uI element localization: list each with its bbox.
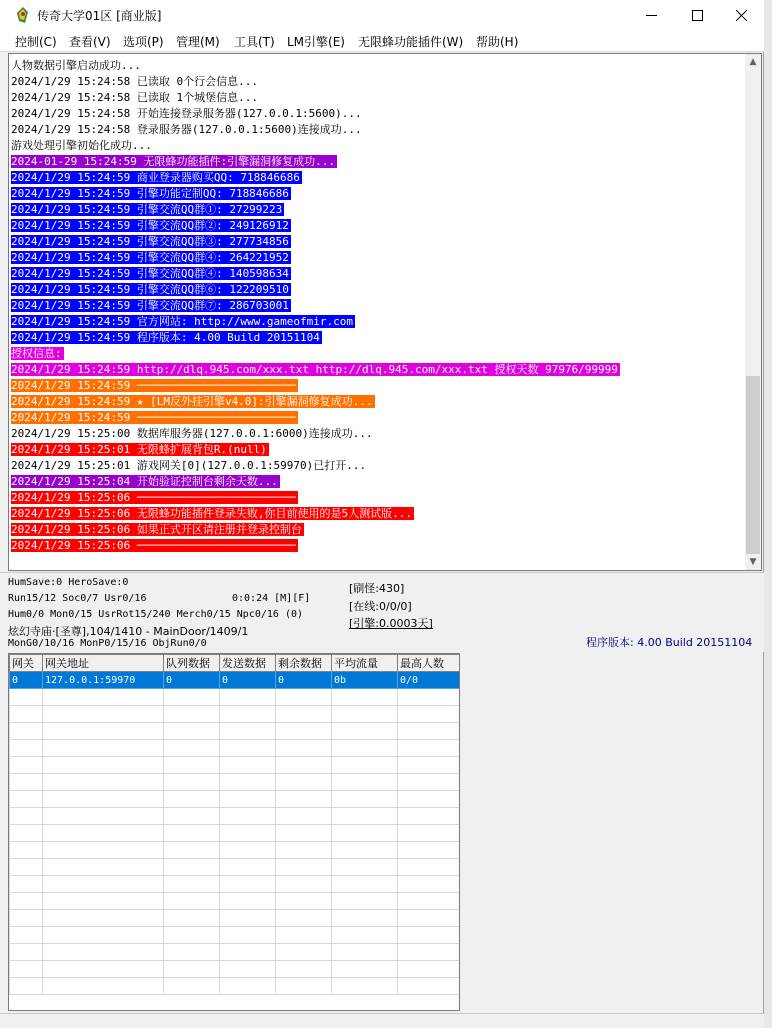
log-line — [11, 138, 747, 154]
table-cell — [276, 859, 332, 876]
scroll-thumb[interactable] — [746, 376, 760, 554]
gateway-grid[interactable] — [8, 653, 460, 1011]
log-line-text: 2024/1/29 15:25:01 游戏网关[0](127.0.0.1:59970)已打开... — [11, 459, 367, 472]
log-line — [11, 458, 747, 474]
table-cell: 0 — [164, 672, 220, 689]
table-cell — [164, 689, 220, 706]
log-line — [11, 298, 747, 314]
table-cell — [398, 757, 460, 774]
log-panel[interactable] — [8, 53, 762, 571]
status-run: Run15/12 Soc0/7 Usr0/16 — [8, 593, 147, 604]
log-line — [11, 522, 747, 538]
table-cell — [10, 723, 43, 740]
table-row[interactable] — [10, 740, 460, 757]
gateway-table — [9, 654, 460, 995]
log-line — [11, 490, 747, 506]
table-cell — [220, 978, 276, 995]
table-row[interactable] — [10, 859, 460, 876]
table-cell — [220, 723, 276, 740]
table-cell — [164, 876, 220, 893]
log-line-text: 2024/1/29 15:24:59 引擎功能定制QQ: 718846686 — [11, 187, 289, 200]
table-cell — [43, 723, 164, 740]
table-cell — [332, 927, 398, 944]
table-cell — [220, 774, 276, 791]
log-line-text: 2024/1/29 15:24:59 商业登录器购买QQ: 718846686 — [11, 171, 300, 184]
table-cell — [164, 842, 220, 859]
table-cell — [398, 740, 460, 757]
table-cell — [220, 740, 276, 757]
table-body — [10, 672, 460, 995]
status-hum: Hum0/0 Mon0/15 UsrRot15/240 Merch0/15 Npc0/16 (0) — [8, 609, 304, 620]
table-cell — [43, 706, 164, 723]
menu-help[interactable]: 帮助(H) — [476, 35, 519, 49]
log-line — [11, 154, 747, 170]
scroll-up-icon[interactable]: ▲ — [749, 57, 757, 67]
log-line-text: 2024/1/29 15:24:59 ──────────────────────── — [11, 411, 296, 424]
table-cell — [276, 740, 332, 757]
table-cell — [332, 910, 398, 927]
log-line — [11, 58, 747, 74]
log-line — [11, 202, 747, 218]
log-line — [11, 170, 747, 186]
log-line — [11, 474, 747, 490]
table-cell — [10, 825, 43, 842]
table-row[interactable] — [10, 842, 460, 859]
table-cell — [43, 757, 164, 774]
table-cell — [10, 978, 43, 995]
table-cell — [164, 944, 220, 961]
log-line — [11, 250, 747, 266]
background-window-edge — [764, 0, 772, 1028]
table-cell — [220, 808, 276, 825]
table-cell — [43, 774, 164, 791]
table-cell: 0b — [332, 672, 398, 689]
scroll-down-icon[interactable]: ▼ — [749, 557, 757, 567]
table-cell — [398, 808, 460, 825]
table-row[interactable] — [10, 978, 460, 995]
table-cell — [220, 689, 276, 706]
table-cell — [220, 944, 276, 961]
log-line-text: 2024/1/29 15:24:59 引擎交流QQ群④: 140598634 — [11, 267, 289, 280]
menu-tools[interactable]: 工具(T) — [234, 35, 275, 49]
table-cell — [332, 893, 398, 910]
log-line-text: 2024/1/29 15:25:04 开始验证控制台剩余天数... — [11, 475, 278, 488]
table-cell — [164, 859, 220, 876]
table-cell — [332, 978, 398, 995]
column-header[interactable]: 剩余数据 — [276, 655, 332, 672]
table-cell — [276, 757, 332, 774]
table-cell — [10, 791, 43, 808]
table-cell — [164, 723, 220, 740]
table-row[interactable] — [10, 774, 460, 791]
table-header — [10, 655, 460, 672]
status-panel — [0, 572, 764, 652]
table-cell: 0 — [220, 672, 276, 689]
table-cell — [332, 859, 398, 876]
table-cell — [43, 944, 164, 961]
table-cell — [276, 774, 332, 791]
status-mon: MonG0/10/16 MonP0/15/16 ObjRun0/0 — [8, 638, 207, 649]
table-cell — [164, 774, 220, 791]
table-cell — [398, 910, 460, 927]
window-title: 传奇大学01区 [商业版] — [37, 9, 162, 23]
table-cell — [220, 910, 276, 927]
table-cell — [220, 859, 276, 876]
menu-bar — [0, 30, 764, 52]
menu-view[interactable]: 查看(V) — [69, 35, 111, 49]
close-button[interactable] — [718, 0, 764, 30]
table-cell — [43, 825, 164, 842]
log-line-text: 2024/1/29 15:24:59 引擎交流QQ群②: 249126912 — [11, 219, 289, 232]
table-row[interactable] — [10, 944, 460, 961]
minimize-button[interactable] — [628, 0, 674, 30]
log-line-text: 2024-01-29 15:24:59 无限蜂功能插件:引擎漏洞修复成功... — [11, 155, 335, 168]
table-row[interactable] — [10, 893, 460, 910]
table-cell — [398, 689, 460, 706]
log-line — [11, 186, 747, 202]
table-cell — [10, 859, 43, 876]
table-cell — [43, 808, 164, 825]
table-cell — [276, 706, 332, 723]
log-line — [11, 218, 747, 234]
table-cell: 0 — [10, 672, 43, 689]
table-cell — [398, 706, 460, 723]
table-cell — [43, 893, 164, 910]
log-line — [11, 122, 747, 138]
table-cell — [332, 689, 398, 706]
status-time: 0:0:24 [M][F] — [232, 593, 311, 604]
table-cell — [332, 706, 398, 723]
log-line — [11, 378, 747, 394]
table-cell — [10, 893, 43, 910]
table-cell — [220, 757, 276, 774]
table-cell — [10, 706, 43, 723]
table-cell — [10, 740, 43, 757]
table-cell — [164, 791, 220, 808]
table-cell — [332, 808, 398, 825]
log-line — [11, 90, 747, 106]
table-cell — [276, 978, 332, 995]
table-row[interactable] — [10, 825, 460, 842]
log-line — [11, 410, 747, 426]
log-line-text: 游戏处理引擎初始化成功... — [11, 139, 152, 152]
table-cell — [398, 842, 460, 859]
table-cell — [276, 944, 332, 961]
log-line-text: 2024/1/29 15:24:59 http://dlq.945.com/xxx.txt http://dlq.945.com/xxx.txt 授权天数 97976/99999 — [11, 363, 618, 376]
table-cell — [398, 723, 460, 740]
menu-options[interactable]: 选项(P) — [123, 35, 164, 49]
table-cell — [43, 859, 164, 876]
table-cell — [398, 893, 460, 910]
table-cell — [10, 774, 43, 791]
table-cell — [164, 808, 220, 825]
table-cell — [164, 706, 220, 723]
log-line — [11, 538, 747, 554]
status-humsave: HumSave:0 HeroSave:0 — [8, 577, 129, 588]
log-line-text: 2024/1/29 15:24:58 已读取 0个行会信息... — [11, 75, 258, 88]
table-row[interactable] — [10, 961, 460, 978]
table-cell — [276, 689, 332, 706]
table-cell — [220, 961, 276, 978]
table-cell — [220, 927, 276, 944]
log-line-text: 2024/1/29 15:25:06 ──────────────────────── — [11, 539, 296, 552]
title-bar[interactable] — [0, 0, 764, 30]
table-cell — [43, 876, 164, 893]
table-cell — [164, 927, 220, 944]
table-row[interactable] — [10, 808, 460, 825]
table-row[interactable] — [10, 706, 460, 723]
table-cell — [43, 689, 164, 706]
log-line — [11, 362, 747, 378]
log-line-text: 2024/1/29 15:25:00 数据库服务器(127.0.0.1:6000)连接成功... — [11, 427, 373, 440]
log-line — [11, 74, 747, 90]
table-cell — [10, 757, 43, 774]
app-icon — [14, 6, 32, 24]
table-cell — [43, 842, 164, 859]
table-cell — [332, 961, 398, 978]
table-cell — [276, 961, 332, 978]
table-cell — [10, 910, 43, 927]
table-cell — [398, 859, 460, 876]
table-cell — [10, 689, 43, 706]
column-header[interactable]: 平均流量 — [332, 655, 398, 672]
table-cell — [398, 825, 460, 842]
table-cell — [43, 740, 164, 757]
log-line — [11, 282, 747, 298]
table-row[interactable] — [10, 757, 460, 774]
table-row[interactable] — [10, 910, 460, 927]
version-label: 程序版本: 4.00 Build 20151104 — [586, 636, 753, 649]
column-header[interactable]: 网关地址 — [43, 655, 164, 672]
log-line — [11, 394, 747, 410]
table-cell — [164, 961, 220, 978]
log-line — [11, 106, 747, 122]
log-line-text: 2024/1/29 15:24:59 引擎交流QQ群④: 264221952 — [11, 251, 289, 264]
log-line-text: 人物数据引擎启动成功... — [11, 59, 141, 72]
table-cell — [398, 927, 460, 944]
table-cell — [164, 893, 220, 910]
log-scrollbar[interactable] — [745, 54, 761, 570]
log-line-text: 2024/1/29 15:25:06 无限蜂功能插件登录失败,你目前使用的是5人测试版... — [11, 507, 412, 520]
log-lines — [11, 58, 747, 554]
table-cell: 127.0.0.1:59970 — [43, 672, 164, 689]
table-cell — [220, 825, 276, 842]
table-cell — [332, 723, 398, 740]
log-line-text: 2024/1/29 15:24:59 引擎交流QQ群①: 27299223 — [11, 203, 283, 216]
bottom-bar — [0, 1013, 764, 1028]
log-line-text: 授权信息: — [11, 347, 62, 360]
table-cell — [276, 723, 332, 740]
log-line-text: 2024/1/29 15:24:59 引擎交流QQ群③: 277734856 — [11, 235, 289, 248]
status-online: [在线:0/0/0] — [349, 600, 412, 613]
table-cell — [332, 740, 398, 757]
column-header[interactable]: 发送数据 — [220, 655, 276, 672]
table-cell — [10, 961, 43, 978]
table-cell — [398, 774, 460, 791]
table-cell — [276, 808, 332, 825]
log-line-text: 2024/1/29 15:24:59 ★ [LM反外挂引擎v4.0]:引擎漏洞修复成功... — [11, 395, 373, 408]
minimize-icon — [646, 10, 657, 21]
table-cell — [10, 808, 43, 825]
log-line-text: 2024/1/29 15:24:58 已读取 1个城堡信息... — [11, 91, 258, 104]
table-row[interactable] — [10, 672, 460, 689]
status-map: 炫幻寺庙·[圣尊],104/1410 - MainDoor/1409/1 — [8, 625, 249, 638]
log-line — [11, 234, 747, 250]
table-cell — [220, 791, 276, 808]
log-line-text: 2024/1/29 15:24:58 登录服务器(127.0.0.1:5600)连接成功... — [11, 123, 362, 136]
log-line — [11, 426, 747, 442]
table-cell — [398, 876, 460, 893]
log-line-text: 2024/1/29 15:25:06 如果正式开区请注册并登录控制台 — [11, 523, 302, 536]
menu-control[interactable]: 控制(C) — [15, 35, 57, 49]
table-row[interactable] — [10, 876, 460, 893]
table-cell — [332, 791, 398, 808]
close-icon — [736, 10, 747, 21]
table-row[interactable] — [10, 689, 460, 706]
table-row[interactable] — [10, 791, 460, 808]
table-row[interactable] — [10, 927, 460, 944]
table-cell — [220, 893, 276, 910]
table-cell — [276, 825, 332, 842]
table-cell — [10, 944, 43, 961]
column-header[interactable]: 网关 — [10, 655, 43, 672]
table-cell — [332, 757, 398, 774]
log-line-text: 2024/1/29 15:25:06 ──────────────────────── — [11, 491, 296, 504]
table-cell — [164, 978, 220, 995]
table-cell — [332, 876, 398, 893]
log-line — [11, 346, 747, 362]
table-cell — [43, 978, 164, 995]
column-header[interactable]: 最高人数 — [398, 655, 460, 672]
table-cell — [10, 842, 43, 859]
table-row[interactable] — [10, 723, 460, 740]
table-cell — [164, 910, 220, 927]
table-cell — [164, 825, 220, 842]
table-cell — [43, 961, 164, 978]
table-cell — [10, 927, 43, 944]
column-header[interactable]: 队列数据 — [164, 655, 220, 672]
log-line — [11, 442, 747, 458]
table-cell — [164, 757, 220, 774]
table-cell — [164, 740, 220, 757]
status-refresh: [刷怪:430] — [349, 582, 405, 595]
log-line-text: 2024/1/29 15:25:01 无限蜂扩展背包R.(null) — [11, 443, 267, 456]
log-line-text: 2024/1/29 15:24:59 引擎交流QQ群⑥: 122209510 — [11, 283, 289, 296]
table-cell — [276, 893, 332, 910]
table-cell — [276, 842, 332, 859]
table-cell — [398, 961, 460, 978]
table-cell — [43, 927, 164, 944]
table-cell — [10, 876, 43, 893]
table-cell — [220, 706, 276, 723]
table-cell: 0/0 — [398, 672, 460, 689]
menu-plugin[interactable]: 无限蜂功能插件(W) — [358, 35, 464, 49]
log-line-text: 2024/1/29 15:24:59 程序版本: 4.00 Build 20151104 — [11, 331, 320, 344]
status-engine: [引擎:0.0003天] — [349, 617, 433, 630]
table-cell — [332, 842, 398, 859]
table-cell — [398, 944, 460, 961]
table-cell: 0 — [276, 672, 332, 689]
log-line-text: 2024/1/29 15:24:58 开始连接登录服务器(127.0.0.1:5600)... — [11, 107, 362, 120]
table-cell — [398, 978, 460, 995]
table-cell — [220, 842, 276, 859]
table-cell — [276, 910, 332, 927]
table-cell — [276, 927, 332, 944]
log-line — [11, 314, 747, 330]
table-cell — [220, 876, 276, 893]
table-cell — [332, 944, 398, 961]
menu-manage[interactable]: 管理(M) — [176, 35, 220, 49]
log-line-text: 2024/1/29 15:24:59 官方网站: http://www.gameofmir.com — [11, 315, 354, 328]
table-cell — [276, 876, 332, 893]
table-cell — [43, 791, 164, 808]
log-line — [11, 506, 747, 522]
table-cell — [43, 910, 164, 927]
table-cell — [332, 825, 398, 842]
table-cell — [398, 791, 460, 808]
log-line-text: 2024/1/29 15:24:59 引擎交流QQ群⑦: 286703001 — [11, 299, 289, 312]
maximize-icon — [692, 10, 703, 21]
menu-lm-engine[interactable]: LM引擎(E) — [287, 35, 345, 49]
log-line — [11, 330, 747, 346]
table-cell — [276, 791, 332, 808]
log-line-text: 2024/1/29 15:24:59 ──────────────────────── — [11, 379, 296, 392]
maximize-button[interactable] — [674, 0, 720, 30]
log-line — [11, 266, 747, 282]
table-cell — [332, 774, 398, 791]
